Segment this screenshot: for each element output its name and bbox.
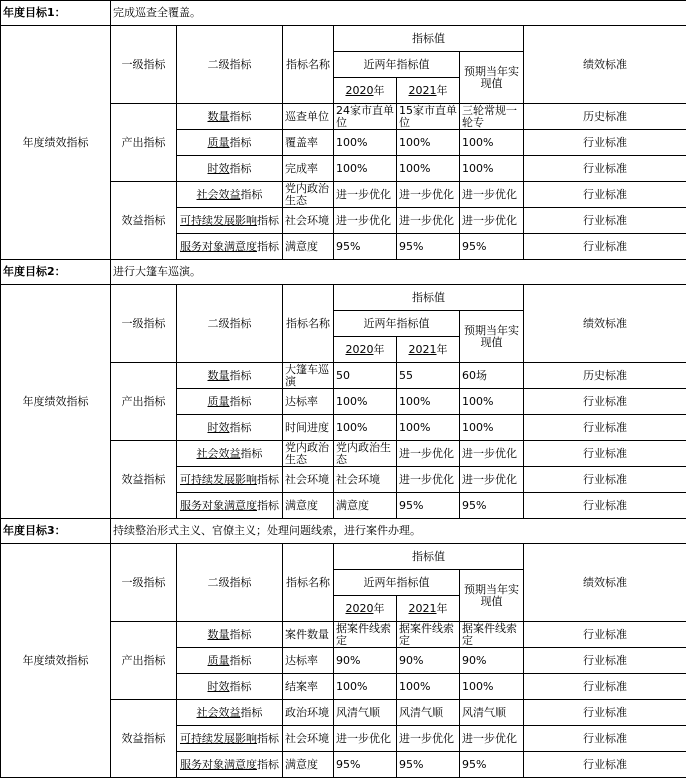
level2-suffix: 指标	[229, 136, 252, 149]
level2-suffix: 指标	[257, 732, 279, 745]
level2-cell	[177, 208, 283, 234]
value-2021-cell: 进一步优化	[397, 441, 460, 467]
expected-value-cell: 100%	[460, 415, 524, 441]
value-2021-cell: 100%	[397, 415, 460, 441]
indicator-name-cell: 达标率	[283, 648, 334, 674]
header-row	[1, 544, 686, 570]
value-2020-cell: 95%	[334, 752, 397, 778]
level2-cell	[177, 234, 283, 260]
value-2021-cell: 15家市直单位	[397, 104, 460, 130]
recent-years-header: 近两年指标值	[334, 52, 460, 78]
level2-wrap	[179, 163, 280, 175]
value-2021-cell: 据案件线索定	[397, 622, 460, 648]
level2-prefix: 社会效益	[196, 706, 241, 719]
level1-header: 一级指标	[111, 26, 177, 104]
value-2021-cell: 100%	[397, 674, 460, 700]
level2-suffix: 指标	[229, 680, 252, 693]
indicator-value-header: 指标值	[334, 285, 524, 311]
level2-suffix: 指标	[257, 473, 279, 486]
value-2020-cell: 100%	[334, 156, 397, 182]
value-2021-cell: 95%	[397, 234, 460, 260]
level2-prefix: 服务对象满意度	[180, 499, 257, 512]
standard-cell: 行业标准	[524, 208, 686, 234]
expected-header: 预期当年实现值	[460, 570, 524, 622]
level2-suffix: 指标	[240, 188, 263, 201]
level2-prefix: 服务对象满意度	[180, 240, 257, 253]
indicator-name-cell: 结案率	[283, 674, 334, 700]
year-header	[334, 337, 397, 363]
level2-header: 二级指标	[177, 26, 283, 104]
level2-wrap	[179, 681, 280, 693]
level2-wrap	[179, 500, 280, 512]
level2-suffix: 指标	[240, 706, 263, 719]
standard-cell: 行业标准	[524, 156, 686, 182]
goal-label: 年度目标1：	[1, 1, 111, 26]
expected-value-cell: 100%	[460, 389, 524, 415]
indicator-name-cell: 达标率	[283, 389, 334, 415]
level2-cell	[177, 700, 283, 726]
goal-row	[1, 260, 686, 285]
indicator-name-cell: 满意度	[283, 752, 334, 778]
standard-cell: 历史标准	[524, 104, 686, 130]
header-row	[1, 285, 686, 311]
level2-prefix: 社会效益	[196, 188, 241, 201]
indicator-value-header: 指标值	[334, 544, 524, 570]
standard-cell: 行业标准	[524, 674, 686, 700]
level2-header: 二级指标	[177, 544, 283, 622]
level2-suffix: 指标	[240, 447, 263, 460]
value-2020-cell: 50	[334, 363, 397, 389]
level2-suffix: 指标	[257, 758, 279, 771]
level2-prefix: 质量	[207, 395, 230, 408]
level2-prefix: 可持续发展影响	[180, 732, 257, 745]
expected-value-cell: 100%	[460, 674, 524, 700]
value-2020-cell: 24家市直单位	[334, 104, 397, 130]
value-2021-cell: 100%	[397, 156, 460, 182]
level2-wrap	[179, 215, 280, 227]
standard-cell: 行业标准	[524, 726, 686, 752]
level2-cell	[177, 648, 283, 674]
indicator-name-cell: 社会环境	[283, 726, 334, 752]
value-2020-cell: 100%	[334, 674, 397, 700]
year-suffix: 年	[373, 83, 385, 97]
level2-cell	[177, 726, 283, 752]
value-2021-cell: 100%	[397, 130, 460, 156]
standard-cell: 行业标准	[524, 493, 686, 519]
benefit-category: 效益指标	[111, 182, 177, 260]
indicator-name-cell: 满意度	[283, 493, 334, 519]
value-2020-cell: 党内政治生态	[334, 441, 397, 467]
indicator-name-cell: 完成率	[283, 156, 334, 182]
indicator-name-cell: 满意度	[283, 234, 334, 260]
standard-cell: 行业标准	[524, 182, 686, 208]
year-header	[334, 596, 397, 622]
indicator-name-cell: 党内政治生态	[283, 441, 334, 467]
standard-cell: 行业标准	[524, 648, 686, 674]
year-header	[397, 337, 460, 363]
level2-cell	[177, 493, 283, 519]
indicator-name-cell: 社会环境	[283, 467, 334, 493]
value-2021-cell: 100%	[397, 389, 460, 415]
annual-indicator-cell: 年度绩效指标	[1, 26, 111, 260]
goal-row	[1, 1, 686, 26]
level2-prefix: 质量	[207, 136, 230, 149]
expected-value-cell: 100%	[460, 156, 524, 182]
expected-value-cell: 进一步优化	[460, 726, 524, 752]
level2-cell	[177, 622, 283, 648]
recent-years-header: 近两年指标值	[334, 311, 460, 337]
expected-value-cell: 60场	[460, 363, 524, 389]
value-2021-cell: 进一步优化	[397, 467, 460, 493]
level2-prefix: 可持续发展影响	[180, 214, 257, 227]
value-2020-cell: 社会环境	[334, 467, 397, 493]
value-2020-cell: 90%	[334, 648, 397, 674]
level2-wrap	[179, 422, 280, 434]
year-value: 2020	[345, 342, 374, 356]
indicator-value-header: 指标值	[334, 26, 524, 52]
level2-wrap	[179, 370, 280, 382]
value-2021-cell: 进一步优化	[397, 726, 460, 752]
indicator-name-cell: 案件数量	[283, 622, 334, 648]
year-value: 2021	[408, 342, 437, 356]
expected-value-cell: 三轮常规一轮专	[460, 104, 524, 130]
expected-value-cell: 95%	[460, 493, 524, 519]
expected-value-cell: 95%	[460, 752, 524, 778]
level1-header: 一级指标	[111, 285, 177, 363]
standard-cell: 行业标准	[524, 415, 686, 441]
benefit-category: 效益指标	[111, 441, 177, 519]
standard-cell: 行业标准	[524, 622, 686, 648]
standard-cell: 行业标准	[524, 467, 686, 493]
expected-value-cell: 风清气顺	[460, 700, 524, 726]
output-category: 产出指标	[111, 622, 177, 700]
level2-suffix: 指标	[257, 214, 279, 227]
expected-header: 预期当年实现值	[460, 52, 524, 104]
value-2020-cell: 100%	[334, 415, 397, 441]
indicator-name-cell: 社会环境	[283, 208, 334, 234]
level2-suffix: 指标	[229, 369, 252, 382]
goal-label: 年度目标2：	[1, 260, 111, 285]
level2-prefix: 时效	[207, 421, 230, 434]
expected-value-cell: 90%	[460, 648, 524, 674]
level2-suffix: 指标	[229, 421, 252, 434]
level2-prefix: 数量	[207, 628, 230, 641]
level2-cell	[177, 467, 283, 493]
level2-suffix: 指标	[229, 654, 252, 667]
level2-cell	[177, 363, 283, 389]
standard-cell: 历史标准	[524, 363, 686, 389]
level1-header: 一级指标	[111, 544, 177, 622]
level2-suffix: 指标	[257, 240, 279, 253]
level2-cell	[177, 104, 283, 130]
value-2021-cell: 进一步优化	[397, 208, 460, 234]
year-value: 2020	[345, 601, 374, 615]
year-header	[334, 78, 397, 104]
level2-wrap	[179, 759, 280, 771]
year-suffix: 年	[373, 342, 385, 356]
value-2020-cell: 满意度	[334, 493, 397, 519]
level2-cell	[177, 156, 283, 182]
expected-value-cell: 进一步优化	[460, 182, 524, 208]
year-suffix: 年	[436, 601, 448, 615]
level2-cell	[177, 415, 283, 441]
table-body	[1, 1, 686, 778]
year-value: 2020	[345, 83, 374, 97]
expected-value-cell: 进一步优化	[460, 467, 524, 493]
benefit-category: 效益指标	[111, 700, 177, 778]
value-2020-cell: 95%	[334, 234, 397, 260]
year-value: 2021	[408, 601, 437, 615]
indicator-name-cell: 政治环境	[283, 700, 334, 726]
level2-wrap	[179, 396, 280, 408]
level2-prefix: 数量	[207, 369, 230, 382]
indicator-name-cell: 大篷车巡演	[283, 363, 334, 389]
standard-cell: 行业标准	[524, 389, 686, 415]
level2-prefix: 可持续发展影响	[180, 473, 257, 486]
expected-value-cell: 据案件线索定	[460, 622, 524, 648]
level2-wrap	[179, 137, 280, 149]
year-value: 2021	[408, 83, 437, 97]
level2-suffix: 指标	[257, 499, 279, 512]
value-2020-cell: 据案件线索定	[334, 622, 397, 648]
value-2021-cell: 55	[397, 363, 460, 389]
level2-prefix: 服务对象满意度	[180, 758, 257, 771]
level2-prefix: 社会效益	[196, 447, 241, 460]
goal-text: 持续整治形式主义、官僚主义；处理问题线索，进行案件办理。	[111, 519, 686, 544]
value-2020-cell: 进一步优化	[334, 208, 397, 234]
level2-prefix: 数量	[207, 110, 230, 123]
level2-cell	[177, 130, 283, 156]
level2-wrap	[179, 733, 280, 745]
standard-cell: 行业标准	[524, 130, 686, 156]
goal-row	[1, 519, 686, 544]
indicator-name-cell: 覆盖率	[283, 130, 334, 156]
level2-cell	[177, 182, 283, 208]
year-suffix: 年	[373, 601, 385, 615]
standard-cell: 行业标准	[524, 752, 686, 778]
value-2020-cell: 100%	[334, 130, 397, 156]
goal-label: 年度目标3：	[1, 519, 111, 544]
goal-text: 完成巡查全覆盖。	[111, 1, 686, 26]
expected-value-cell: 进一步优化	[460, 208, 524, 234]
value-2021-cell: 进一步优化	[397, 182, 460, 208]
level2-wrap	[179, 629, 280, 641]
standard-cell: 行业标准	[524, 441, 686, 467]
output-category: 产出指标	[111, 363, 177, 441]
value-2021-cell: 95%	[397, 493, 460, 519]
level2-suffix: 指标	[229, 110, 252, 123]
level2-wrap	[179, 241, 280, 253]
indicator-name-header: 指标名称	[283, 26, 334, 104]
standard-header: 绩效标准	[524, 544, 686, 622]
indicator-name-cell: 巡查单位	[283, 104, 334, 130]
header-row	[1, 26, 686, 52]
level2-header: 二级指标	[177, 285, 283, 363]
annual-indicator-cell: 年度绩效指标	[1, 285, 111, 519]
level2-suffix: 指标	[229, 628, 252, 641]
value-2020-cell: 100%	[334, 389, 397, 415]
value-2020-cell: 进一步优化	[334, 726, 397, 752]
level2-wrap	[179, 111, 280, 123]
indicator-name-header: 指标名称	[283, 285, 334, 363]
indicator-name-cell: 党内政治生态	[283, 182, 334, 208]
output-category: 产出指标	[111, 104, 177, 182]
annual-indicator-cell: 年度绩效指标	[1, 544, 111, 778]
level2-wrap	[179, 707, 280, 719]
level2-suffix: 指标	[229, 395, 252, 408]
expected-value-cell: 95%	[460, 234, 524, 260]
standard-header: 绩效标准	[524, 285, 686, 363]
value-2020-cell: 风清气顺	[334, 700, 397, 726]
level2-cell	[177, 389, 283, 415]
standard-header: 绩效标准	[524, 26, 686, 104]
level2-cell	[177, 441, 283, 467]
level2-cell	[177, 752, 283, 778]
standard-cell: 行业标准	[524, 700, 686, 726]
recent-years-header: 近两年指标值	[334, 570, 460, 596]
goal-text: 进行大篷车巡演。	[111, 260, 686, 285]
year-suffix: 年	[436, 83, 448, 97]
year-header	[397, 78, 460, 104]
indicator-name-cell: 时间进度	[283, 415, 334, 441]
level2-wrap	[179, 448, 280, 460]
expected-header: 预期当年实现值	[460, 311, 524, 363]
value-2021-cell: 90%	[397, 648, 460, 674]
year-suffix: 年	[436, 342, 448, 356]
level2-wrap	[179, 655, 280, 667]
level2-cell	[177, 674, 283, 700]
expected-value-cell: 进一步优化	[460, 441, 524, 467]
level2-prefix: 质量	[207, 654, 230, 667]
indicator-name-header: 指标名称	[283, 544, 334, 622]
standard-cell: 行业标准	[524, 234, 686, 260]
level2-prefix: 时效	[207, 680, 230, 693]
value-2020-cell: 进一步优化	[334, 182, 397, 208]
value-2021-cell: 95%	[397, 752, 460, 778]
level2-prefix: 时效	[207, 162, 230, 175]
value-2021-cell: 风清气顺	[397, 700, 460, 726]
level2-suffix: 指标	[229, 162, 252, 175]
year-header	[397, 596, 460, 622]
level2-wrap	[179, 474, 280, 486]
level2-wrap	[179, 189, 280, 201]
expected-value-cell: 100%	[460, 130, 524, 156]
